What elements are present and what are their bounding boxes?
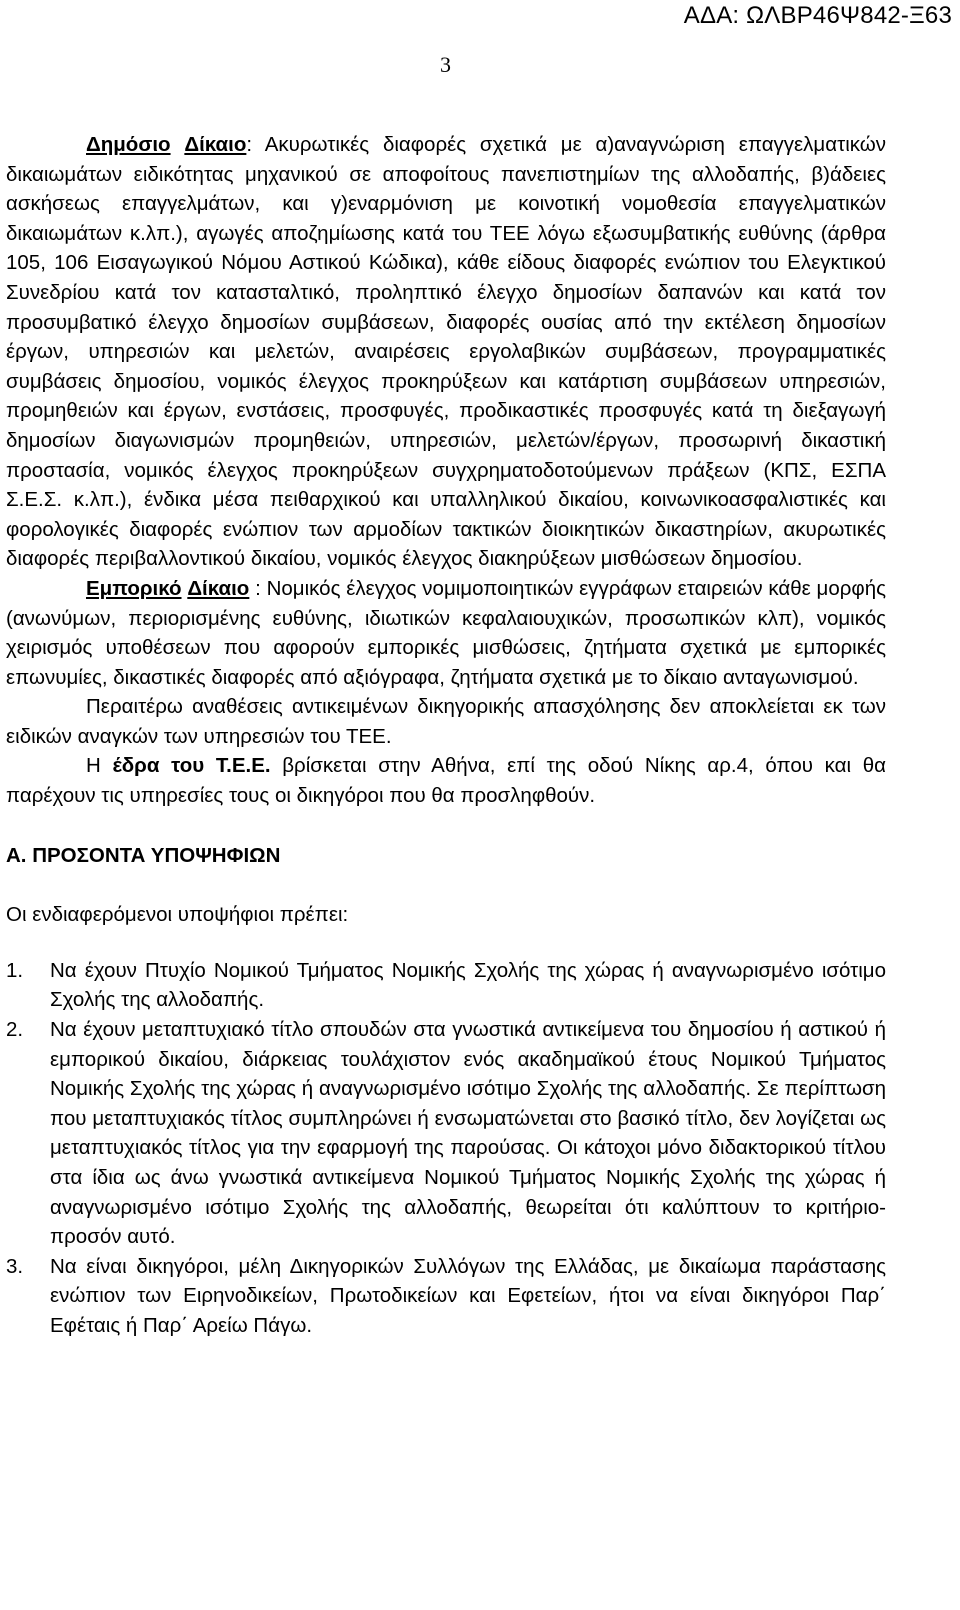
further-assignments-paragraph: Περαιτέρω αναθέσεις αντικειμένων δικηγορικής απασχόλησης δεν αποκλείεται εκ των ειδικών αναγκών των υπηρεσιών του ΤΕΕ. — [6, 695, 886, 748]
ada-code: ΑΔΑ: ΩΛΒΡ46Ψ842-Ξ63 — [683, 2, 952, 29]
public-law-text: : Ακυρωτικές διαφορές σχετικά με α)αναγνώριση επαγγελματικών δικαιωμάτων ειδικότητας μηχανικού σε αποφοίτους πανεπιστημίων της αλλοδαπής, β)άδειες ασκήσεως επαγγελμάτων, και γ)εναρμόνιση με κοινοτική νομοθεσία επαγγελματικών δικαιωμάτων κ.λπ.), αγωγές αποζημίωσης κατά του ΤΕΕ λόγω εξωσυμβατικής ευθύνης (άρθρα 105, 106 Εισαγωγικού Νόμου Αστικού Κώδικα), κάθε είδους διαφορές ενώπιον του Ελεγκτικού Συνεδρίου κατά τον κατασταλτικό, προληπτικό έλεγχο δημοσίων δαπανών και κατά τον προσυμβατικό έλεγχο δημοσίων συμβάσεων, διαφορές ουσίας από την εκτέλεση δημοσίων έργων, υπηρεσιών και μελετών, αναιρέσεις εργολαβικών συμβάσεων, προγραμματικές συμβάσεις δημοσίου, νομικός έλεγχος προκηρύξεων και κατάρτιση συμβάσεων υπηρεσιών, προμηθειών και έργων, ενστάσεις, προσφυγές, προδικαστικές προσφυγές κατά τη διεξαγωγή δημοσίων διαγωνισμών προμηθειών, υπηρεσιών, μελετών/έργων, προσωρινή δικαστική προστασία, νομικός έλεγχος προκηρύξεων συγχρηματοδοτούμενων πράξεων (ΚΠΣ, ΕΣΠΑ Σ.Ε.Σ. κ.λπ.), ένδικα μέσα πειθαρχικού και υπαλληλικού δικαίου, κοινωνικοασφαλιστικές και φορολογικές διαφορές ενώπιον των αρμοδίων τακτικών διοικητικών δικαστηρίων, ακυρωτικές διαφορές περιβαλλοντικού δικαίου, νομικός έλεγχος διακηρύξεων μισθώσεων δημοσίου. — [6, 133, 887, 571]
seat-paragraph — [6, 751, 886, 810]
public-law-paragraph — [6, 130, 886, 574]
list-item-text: Να είναι δικηγόροι, μέλη Δικηγορικών Συλλόγων της Ελλάδας, με δικαίωμα παράστασης ενώπιον των Ειρηνοδικείων, Πρωτοδικείων και Εφετείων, ήτοι να είναι δικηγόροι Παρ΄ Εφέταις ή Παρ΄ Αρείω Πάγω. — [50, 1254, 886, 1337]
list-item-text: Να έχουν Πτυχίο Νομικού Τμήματος Νομικής Σχολής της χώρας ή αναγνωρισμένο ισότιμο Σχολής της αλλοδαπής. — [50, 958, 886, 1012]
public-law-title-word2: Δίκαιο — [184, 133, 247, 156]
seat-bold: έδρα του Τ.Ε.Ε. — [112, 754, 271, 778]
requirements-intro: Οι ενδιαφερόμενοι υποψήφιοι πρέπει: — [6, 903, 349, 927]
page-number: 3 — [440, 52, 451, 77]
list-item — [6, 1015, 886, 1252]
commercial-law-title-word1: Εμπορικό — [86, 576, 182, 600]
commercial-law-title-word2: Δίκαιο — [187, 576, 250, 600]
list-item-text: Να έχουν μεταπτυχιακό τίτλο σπουδών στα γνωστικά αντικείμενα του δημοσίου ή αστικού ή εμπορικού δικαίου, διάρκειας τουλάχιστον ενός ακαδημαϊκού έτους Νομικού Τμήματος Νομικής Σχολής της χώρας ή αναγνωρισμένο ισότιμο Σχολής της αλλοδαπής. Σε περίπτωση που μεταπτυχιακός τίτλος συμπληρώνει ή ενσωματώνεται στο βασικό τίτλο, δεν λογίζεται ως μεταπτυχιακός τίτλος για την εφαρμογή της παρούσας. Οι κάτοχοι μόνο διδακτορικού τίτλου στα ίδια ως άνω γνωστικά αντικείμενα Νομικού Τμήματος Νομικής Σχολής της χώρας ή αναγνωρισμένο ισότιμο Σχολής της αλλοδαπής, θεωρείται ότι καλύπτουν το κριτήριο-προσόν αυτό. — [50, 1018, 886, 1249]
seat-prefix: Η — [86, 754, 113, 778]
commercial-law-text: : Νομικός έλεγχος νομιμοποιητικών εγγράφων εταιρειών κάθε μορφής (ανωνύμων, περιορισμένης ευθύνης, ιδιωτικών κεφαλαιουχικών, προσωπικών κλπ), νομικός χειρισμός υποθέσεων που αφορούν εμπορικές μισθώσεις, ζητήματα σχετικά με εμπορικές επωνυμίες, δικαστικές διαφορές από αξιόγραφα, ζητήματα σχετικά με το δίκαιο ανταγωνισμού. — [6, 576, 886, 689]
list-item-number: 3. — [6, 1254, 24, 1278]
requirements-heading: Α. ΠΡΟΣΟΝΤΑ ΥΠΟΨΗΦΙΩΝ — [6, 843, 281, 867]
requirements-list — [6, 956, 886, 1341]
list-item — [6, 1252, 886, 1341]
seat-rest: βρίσκεται στην Αθήνα, επί της οδού Νίκης αρ.4, όπου και θα παρέχουν τις υπηρεσίες τους οι δικηγόροι που θα προσληφθούν. — [6, 754, 887, 808]
list-item-number: 2. — [6, 1018, 24, 1042]
document-body — [6, 130, 886, 1341]
public-law-title-word1: Δημόσιο — [86, 133, 171, 156]
list-item-number: 1. — [6, 958, 24, 982]
list-item — [6, 956, 886, 1015]
commercial-law-paragraph — [6, 574, 886, 692]
